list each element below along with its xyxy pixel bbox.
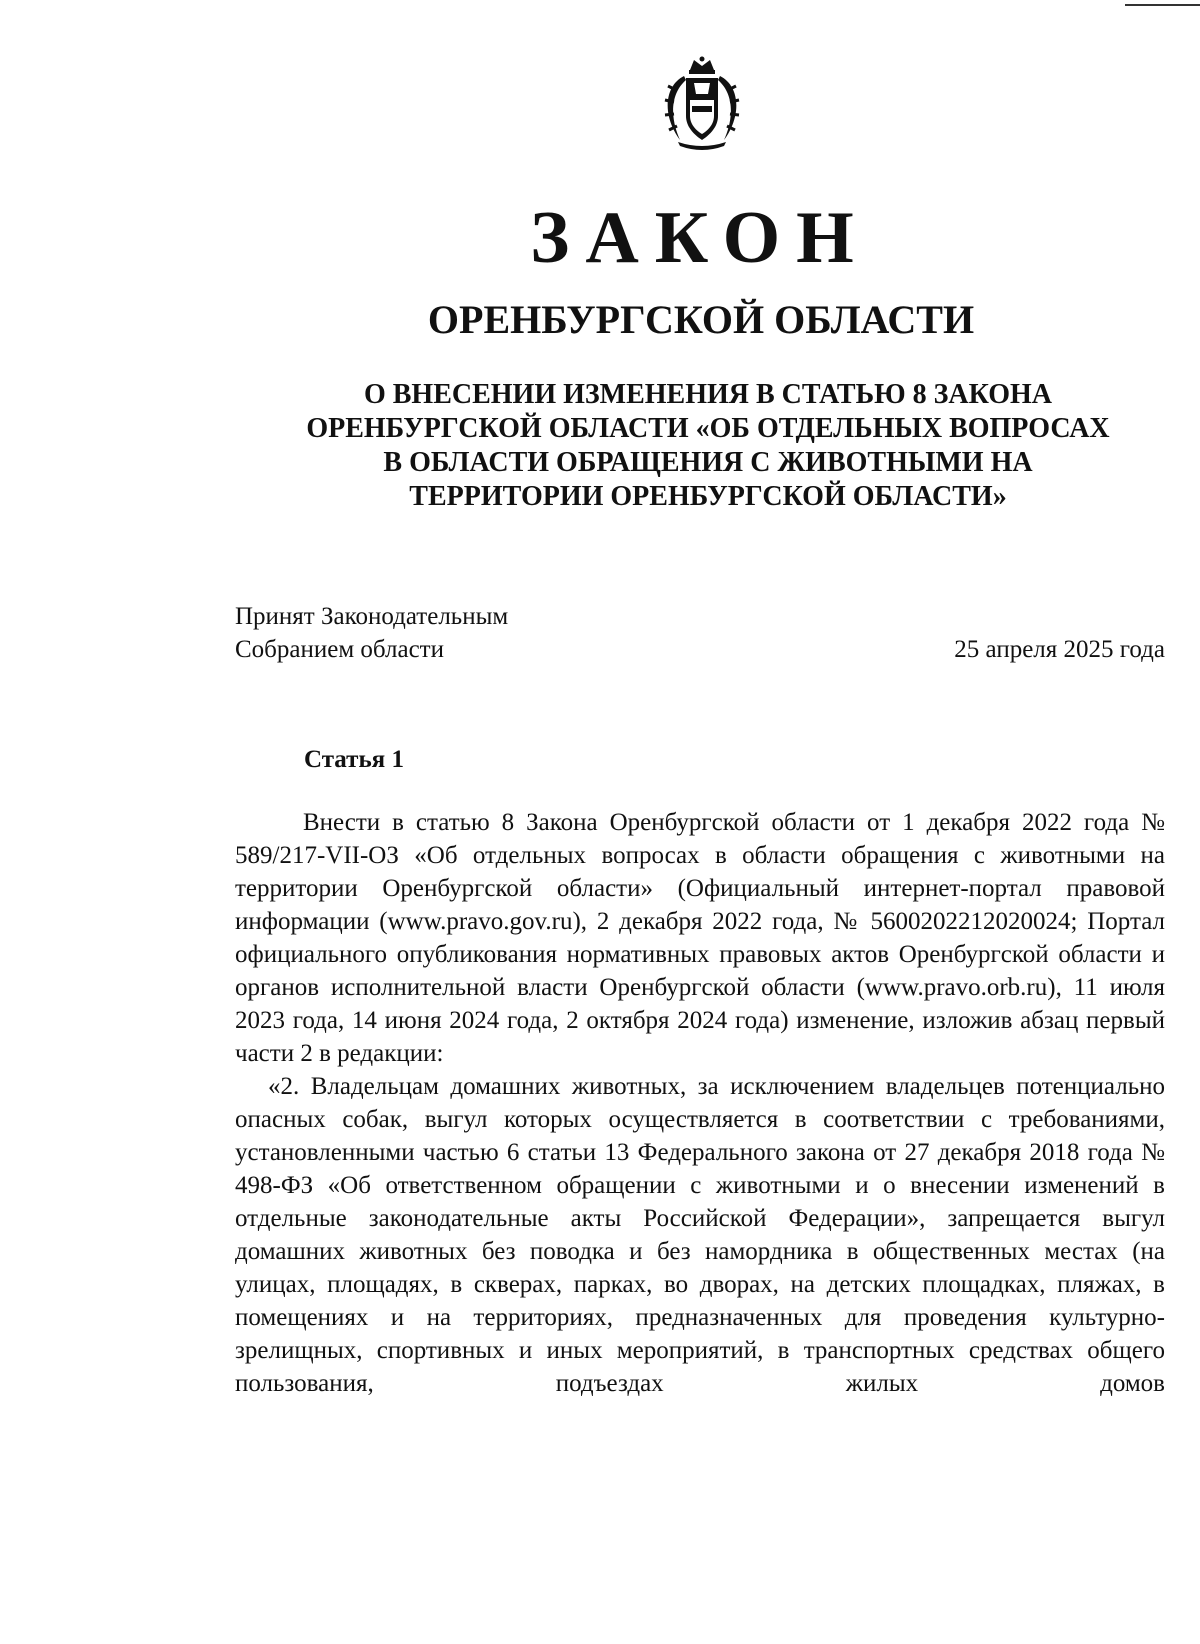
- article-paragraph-2: «2. Владельцам домашних животных, за исключением владельцев потенциально опасных собак, выгул которых осуществляется в соответствии с требованиями, установленными частью 6 статьи 13 Федерального закона от 27 декабря 2018 года № 498-ФЗ «Об ответственном обращении с животными и о внесении изменений в отдельные законодательные акты Российской Федерации», запрещается выгул домашних животных без поводка и без намордника в общественных местах (на улицах, площадях, в скверах, парках, во дворах, на детских площадках, пляжах, в помещениях и на территориях, предназначенных для проведения культурно-зрелищных, спортивных и иных мероприятий, в транспортных средствах общего пользования, подъездах жилых домов: [235, 1073, 1165, 1397]
- law-subject: О ВНЕСЕНИИ ИЗМЕНЕНИЯ В СТАТЬЮ 8 ЗАКОНА ОРЕНБУРГСКОЙ ОБЛАСТИ «ОБ ОТДЕЛЬНЫХ ВОПРОСАХ В ОБЛАСТИ ОБРАЩЕНИЯ С ЖИВОТНЫМИ НА ТЕРРИТОРИИ ОРЕНБУРГСКОЙ ОБЛАСТИ»: [306, 379, 1110, 512]
- document-title: ЗАКОН: [530, 197, 870, 279]
- adoption-date: 25 апреля 2025 года: [954, 636, 1165, 663]
- scan-edge-mark: [1125, 4, 1200, 6]
- article-body: [235, 806, 1165, 1400]
- article-paragraph-1: Внести в статью 8 Закона Оренбургской области от 1 декабря 2022 года № 589/217-VII-ОЗ «Об отдельных вопросах в области обращения с животными на территории Оренбургской области» (Официальный интернет-портал правовой информации (www.pravo.gov.ru), 2 декабря 2022 года, № 5600202212020024; Портал официального опубликования нормативных правовых актов Оренбургской области и органов исполнительной власти Оренбургской области (www.pravo.orb.ru), 11 июля 2023 года, 14 июня 2024 года, 2 октября 2024 года) изменение, изложив абзац первый части 2 в редакции:: [235, 809, 1165, 1067]
- adoption-info: [235, 600, 508, 666]
- adoption-line-1: Принят Законодательным: [235, 603, 509, 630]
- region-name: ОРЕНБУРГСКОЙ ОБЛАСТИ: [427, 297, 975, 342]
- coat-of-arms-icon: [656, 56, 748, 150]
- article-heading: Статья 1: [304, 746, 404, 773]
- adoption-line-2: Собранием области: [235, 636, 444, 663]
